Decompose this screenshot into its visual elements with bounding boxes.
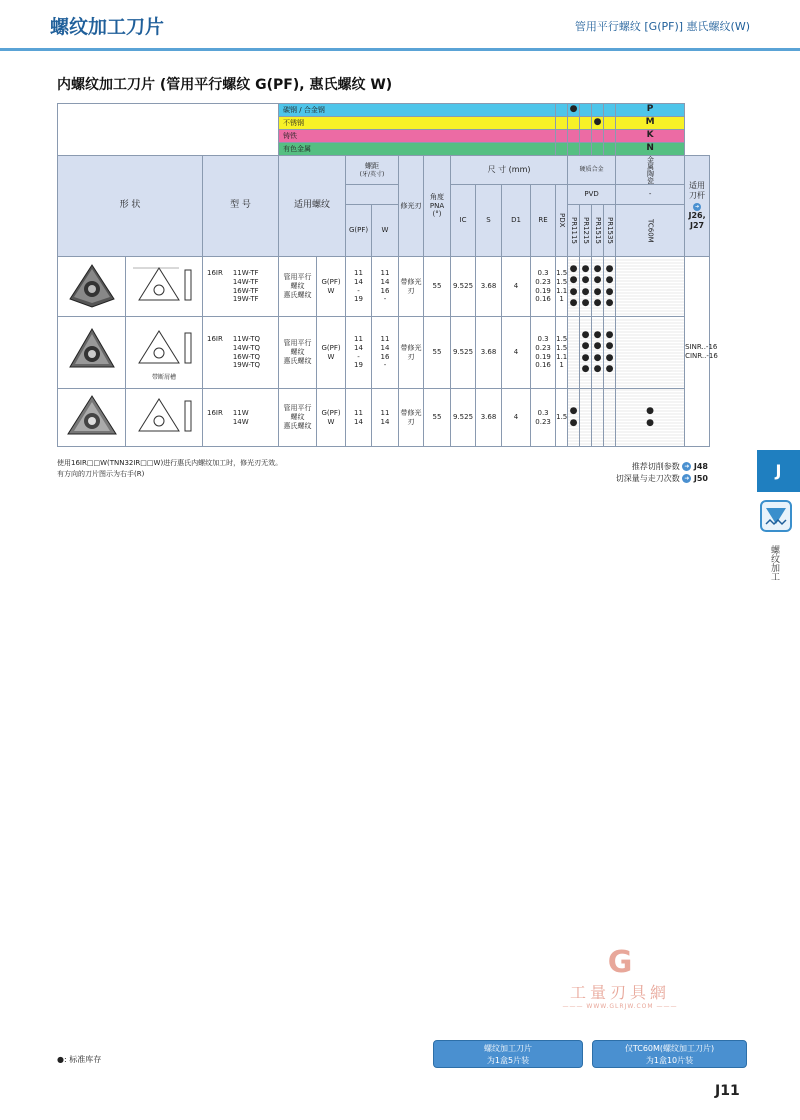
- thread-type: 管用平行 螺纹 惠氏螺纹: [279, 257, 317, 317]
- page-subtitle: 管用平行螺纹 [G(PF)] 惠氏螺纹(W): [574, 20, 750, 33]
- header-carbide: 硬质合金: [568, 156, 616, 185]
- grade-dots: [616, 317, 685, 389]
- thread-type: 管用平行 螺纹 惠氏螺纹: [279, 389, 317, 447]
- note-line: 有方向的刀片图示为右手(R): [57, 470, 145, 479]
- watermark-logo: G: [607, 945, 633, 980]
- grade-dots: ● ● ● ●: [568, 257, 580, 317]
- insert-drawing: [126, 257, 203, 317]
- model-name[interactable]: 19W-TF: [232, 295, 259, 304]
- s: 3.68: [476, 389, 502, 447]
- grade-dots: [616, 257, 685, 317]
- header-pdx: [556, 185, 568, 257]
- material-k-code: K: [616, 130, 685, 143]
- insert-photo-icon: [62, 390, 122, 442]
- side-label: 螺纹加工: [769, 545, 779, 581]
- note-line: 使用16IR□□W(TNN32IR□□W)进行惠氏内螺纹加工时，修光刃无效。: [57, 459, 283, 467]
- watermark: [535, 945, 705, 1010]
- model-name[interactable]: 11W: [232, 408, 249, 417]
- header-pitch-label: 螺距: [365, 161, 380, 170]
- grade-dots: ● ●: [616, 389, 685, 447]
- model-cell: [203, 257, 279, 317]
- model-name[interactable]: 14W-TF: [232, 277, 259, 286]
- material-n-label: 有色金属: [279, 143, 556, 156]
- header-pitch-unit: (牙/英寸): [359, 170, 385, 178]
- header-d1: D1: [502, 185, 531, 257]
- material-p-code: P: [616, 104, 685, 117]
- insert-drawing: [126, 389, 203, 447]
- header-pdx-text: PDX: [557, 213, 566, 228]
- package-box-2: 仅TC60M(螺纹加工刀片) 为1盒10片装: [592, 1040, 747, 1068]
- thread-type: 管用平行 螺纹 惠氏螺纹: [279, 317, 317, 389]
- ic: 9.525: [451, 257, 476, 317]
- s: 3.68: [476, 317, 502, 389]
- model-prefix: 16IR: [207, 269, 223, 277]
- section-title: 内螺纹加工刀片 (管用平行螺纹 G(PF), 惠氏螺纹 W): [57, 77, 393, 93]
- pitch-w: 11 14 16 -: [372, 317, 399, 389]
- mat-m-g3: [580, 117, 592, 130]
- insert-photo-icon: [62, 321, 122, 381]
- header-pvd: PVD: [568, 185, 616, 205]
- insert-photo: [58, 389, 126, 447]
- d1: 4: [502, 257, 531, 317]
- model-name[interactable]: 16W-TQ: [232, 352, 261, 361]
- grade-dots: [580, 389, 592, 447]
- insert-photo-icon: [62, 259, 122, 311]
- grade-dots: ● ● ● ●: [592, 317, 604, 389]
- page-number: J11: [715, 1083, 740, 1099]
- insert-photo: [58, 317, 126, 389]
- pdx: 1.5: [556, 389, 568, 447]
- d1: 4: [502, 389, 531, 447]
- grade-4-text: PR1535: [605, 217, 614, 244]
- grade-1-text: PR1115: [569, 217, 578, 244]
- grade-3-text: PR1515: [593, 217, 602, 244]
- pna: 55: [424, 389, 451, 447]
- grade-dots: ● ● ● ●: [604, 257, 616, 317]
- header-pitch: [346, 156, 399, 185]
- ref-link[interactable]: 推荐切削参数 ➜ J48: [631, 462, 708, 471]
- pdx: 1.5 1.5 1.1 1: [556, 257, 568, 317]
- header-holder-ref[interactable]: J26, J27: [688, 211, 706, 230]
- mat-m-g1: [556, 117, 568, 130]
- watermark-name: 工量刃具網: [569, 983, 670, 1002]
- header-wiper: 修光刃: [399, 156, 424, 257]
- insert-drawing-icon: [129, 323, 199, 371]
- grade-dots: [568, 317, 580, 389]
- header-model: 型 号: [203, 156, 279, 257]
- model-cell: [203, 317, 279, 389]
- grade-dots: [604, 389, 616, 447]
- header-ic: IC: [451, 185, 476, 257]
- d1: 4: [502, 317, 531, 389]
- header-angle-label: 角度: [430, 192, 445, 201]
- wiper: 带修光刃: [399, 257, 424, 317]
- page-title: 螺纹加工刀片: [50, 16, 165, 38]
- table-row: [58, 257, 710, 317]
- arrow-icon: ➜: [684, 463, 690, 470]
- header-dash: -: [616, 185, 685, 205]
- table-row: [58, 317, 710, 389]
- package-box-1: 螺纹加工刀片 为1盒5片装: [433, 1040, 583, 1068]
- image-caption: 带断屑槽: [151, 374, 176, 382]
- header-grade-4: [604, 205, 616, 257]
- wiper: 带修光刃: [399, 317, 424, 389]
- grade-dots: ● ● ● ●: [580, 257, 592, 317]
- header-grade-5: [616, 205, 685, 257]
- pna: 55: [424, 257, 451, 317]
- header-grade-2: [580, 205, 592, 257]
- ic: 9.525: [451, 317, 476, 389]
- header-holder: [685, 156, 710, 257]
- model-name[interactable]: 16W-TF: [232, 286, 259, 295]
- thread-standard: G(PF) W: [317, 389, 346, 447]
- insert-photo: [58, 257, 126, 317]
- watermark-url: ——— WWW.GLRJW.COM ———: [562, 1003, 678, 1010]
- insert-table: [57, 103, 718, 447]
- header-pitch-spacer: [346, 185, 399, 205]
- material-k-label: 铸铁: [279, 130, 556, 143]
- model-prefix: 16IR: [207, 335, 223, 343]
- table-row: [58, 389, 710, 447]
- insert-drawing-icon: [129, 391, 199, 441]
- pdx: 1.5 1.5 1.1 1: [556, 317, 568, 389]
- model-name[interactable]: 11W-TQ: [232, 335, 261, 343]
- mat-p-g3: [580, 104, 592, 117]
- material-n-code: N: [616, 143, 685, 156]
- material-m-code: M: [616, 117, 685, 130]
- grade-dots: ● ● ● ●: [592, 257, 604, 317]
- re: 0.3 0.23 0.19 0.16: [531, 317, 556, 389]
- header-dim: 尺 寸 (mm): [451, 156, 568, 185]
- header-re: RE: [531, 185, 556, 257]
- model-name[interactable]: 14W: [232, 417, 249, 426]
- model-name[interactable]: 19W-TQ: [232, 361, 261, 370]
- threading-icon: [760, 500, 792, 532]
- holder-cell[interactable]: SINR..-16 CINR..-16: [685, 257, 710, 447]
- mat-p-g5: [604, 104, 616, 117]
- header-holder-label: 适用刀杆: [689, 181, 706, 200]
- header-angle-unit: (°): [432, 210, 442, 219]
- material-m-label: 不锈钢: [279, 117, 556, 130]
- model-cell: [203, 389, 279, 447]
- header-shape: 形 状: [58, 156, 203, 257]
- header-grade-3: [592, 205, 604, 257]
- model-name[interactable]: 11W-TF: [232, 269, 259, 277]
- header-grade-1: [568, 205, 580, 257]
- pitch-w: 11 14 16 -: [372, 257, 399, 317]
- mat-p-g1: [556, 104, 568, 117]
- pitch-gpf: 11 14: [346, 389, 372, 447]
- material-p-label: 碳钢 / 合金钢: [279, 104, 556, 117]
- insert-drawing: [126, 317, 203, 389]
- pna: 55: [424, 317, 451, 389]
- header-s: S: [476, 185, 502, 257]
- page-references: [616, 461, 708, 486]
- page-header: [0, 0, 800, 50]
- grade-dots: ● ● ● ●: [580, 317, 592, 389]
- blank-corner: [58, 104, 279, 156]
- mat-m-g2: [568, 117, 580, 130]
- header-cermet-text: 金属陶瓷: [646, 156, 655, 184]
- grade-dots: ● ●: [568, 389, 580, 447]
- header-thread: 适用螺纹: [279, 156, 346, 257]
- pitch-gpf: 11 14 - 19: [346, 317, 372, 389]
- header-w: W: [372, 205, 399, 257]
- insert-drawing-icon: [129, 260, 199, 310]
- header-cermet: [616, 156, 685, 185]
- ic: 9.525: [451, 389, 476, 447]
- section-tab[interactable]: J: [757, 450, 800, 492]
- pitch-w: 11 14: [372, 389, 399, 447]
- notes: [57, 458, 282, 480]
- thread-standard: G(PF) W: [317, 317, 346, 389]
- ref-link[interactable]: 切深量与走刀次数 ➜ J50: [615, 474, 708, 484]
- wiper: 带修光刃: [399, 389, 424, 447]
- arrow-icon: ➜: [684, 475, 690, 483]
- grade-dots: ● ● ● ●: [604, 317, 616, 389]
- mat-m-g4: ●: [592, 117, 604, 130]
- header-angle: [424, 156, 451, 257]
- grade-2-text: PR1215: [581, 217, 590, 244]
- mat-p-g4: [592, 104, 604, 117]
- mat-p-g2: ●: [568, 104, 580, 117]
- header-divider: [0, 48, 800, 51]
- legend: ●: 标准库存: [57, 1055, 102, 1064]
- model-prefix: 16IR: [207, 408, 223, 417]
- grade-5-text: TC60M: [646, 218, 655, 243]
- arrow-icon: ➜: [694, 204, 700, 210]
- grade-dots: [592, 389, 604, 447]
- header-pna: PNA: [429, 201, 445, 210]
- re: 0.3 0.23: [531, 389, 556, 447]
- model-name[interactable]: 14W-TQ: [232, 343, 261, 352]
- re: 0.3 0.23 0.19 0.16: [531, 257, 556, 317]
- pitch-gpf: 11 14 - 19: [346, 257, 372, 317]
- header-gpf: G(PF): [346, 205, 372, 257]
- mat-m-g5: [604, 117, 616, 130]
- s: 3.68: [476, 257, 502, 317]
- thread-standard: G(PF) W: [317, 257, 346, 317]
